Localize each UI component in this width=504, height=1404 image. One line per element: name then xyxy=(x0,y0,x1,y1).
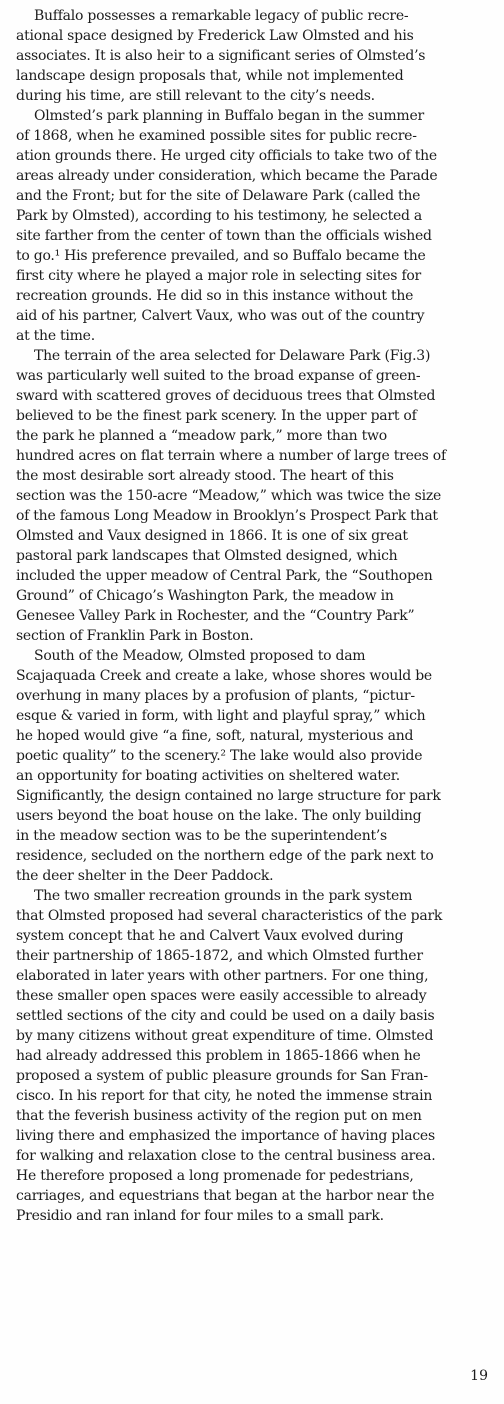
text-line: cisco. In his report for that city, he noted the immense strain xyxy=(16,1088,433,1104)
text-line: sward with scattered groves of deciduous trees that Olmsted xyxy=(16,388,436,404)
text-line: overhung in many places by a profusion of plants, “pictur- xyxy=(16,688,415,704)
text-line: living there and emphasized the importance of having places xyxy=(16,1128,435,1144)
text-line: section was the 150-acre “Meadow,” which was twice the size xyxy=(16,488,441,504)
text-line: the most desirable sort already stood. The heart of this xyxy=(16,468,394,484)
text-line: he hoped would give “a fine, soft, natural, mysterious and xyxy=(16,728,414,744)
text-line: Olmsted and Vaux designed in 1866. It is one of six great xyxy=(16,528,408,544)
body-text xyxy=(16,6,490,1226)
text-line: site farther from the center of town than the officials wished xyxy=(16,228,432,244)
text-line: hundred acres on flat terrain where a number of large trees of xyxy=(16,448,446,464)
text-line: Olmsted’s park planning in Buffalo began in the summer xyxy=(34,108,424,124)
text-line: was particularly well suited to the broad expanse of green- xyxy=(16,368,421,384)
text-line: to go.¹ His preference prevailed, and so Buffalo became the xyxy=(16,248,426,264)
text-line: an opportunity for boating activities on sheltered water. xyxy=(16,768,400,784)
text-line: these smaller open spaces were easily accessible to already xyxy=(16,988,427,1004)
text-line: section of Franklin Park in Boston. xyxy=(16,628,254,644)
text-line: Buffalo possesses a remarkable legacy of public recre- xyxy=(34,8,409,24)
text-line: in the meadow section was to be the superintendent’s xyxy=(16,828,387,844)
paragraph xyxy=(16,106,490,346)
text-line: Ground” of Chicago’s Washington Park, the meadow in xyxy=(16,588,394,604)
text-line: during his time, are still relevant to the city’s needs. xyxy=(16,88,375,104)
text-line: the deer shelter in the Deer Paddock. xyxy=(16,868,274,884)
text-line: recreation grounds. He did so in this instance without the xyxy=(16,288,414,304)
text-line: areas already under consideration, which became the Parade xyxy=(16,168,438,184)
text-line: users beyond the boat house on the lake. The only building xyxy=(16,808,422,824)
text-line: associates. It is also heir to a significant series of Olmsted’s xyxy=(16,48,426,64)
text-line: first city where he played a major role in selecting sites for xyxy=(16,268,421,284)
text-line: of the famous Long Meadow in Brooklyn’s Prospect Park that xyxy=(16,508,438,524)
paragraph xyxy=(16,886,490,1226)
text-line: system concept that he and Calvert Vaux evolved during xyxy=(16,928,404,944)
text-line: aid of his partner, Calvert Vaux, who was out of the country xyxy=(16,308,425,324)
text-line: landscape design proposals that, while not implemented xyxy=(16,68,404,84)
text-line: The terrain of the area selected for Delaware Park (Fig.3) xyxy=(34,348,431,364)
text-line: South of the Meadow, Olmsted proposed to dam xyxy=(34,648,366,664)
text-line: Genesee Valley Park in Rochester, and the “Country Park” xyxy=(16,608,415,624)
text-line: that the feverish business activity of the region put on men xyxy=(16,1108,422,1124)
text-line: and the Front; but for the site of Delaware Park (called the xyxy=(16,188,421,204)
text-line: their partnership of 1865-1872, and which Olmsted further xyxy=(16,948,423,964)
text-line: settled sections of the city and could be used on a daily basis xyxy=(16,1008,435,1024)
page-number: 19 xyxy=(470,1368,488,1384)
text-line: He therefore proposed a long promenade for pedestrians, xyxy=(16,1168,414,1184)
text-line: for walking and relaxation close to the central business area. xyxy=(16,1148,436,1164)
text-line: at the time. xyxy=(16,328,95,344)
text-line: ational space designed by Frederick Law Olmsted and his xyxy=(16,28,414,44)
text-line: residence, secluded on the northern edge of the park next to xyxy=(16,848,434,864)
text-line: Presidio and ran inland for four miles to a small park. xyxy=(16,1208,384,1224)
paragraph xyxy=(16,346,490,646)
text-line: believed to be the finest park scenery. In the upper part of xyxy=(16,408,417,424)
text-line: included the upper meadow of Central Park, the “Southopen xyxy=(16,568,433,584)
text-line: Scajaquada Creek and create a lake, whose shores would be xyxy=(16,668,432,684)
text-line: pastoral park landscapes that Olmsted designed, which xyxy=(16,548,398,564)
text-line: Significantly, the design contained no large structure for park xyxy=(16,788,441,804)
text-line: the park he planned a “meadow park,” more than two xyxy=(16,428,387,444)
paragraph xyxy=(16,646,490,886)
text-line: of 1868, when he examined possible sites for public recre- xyxy=(16,128,417,144)
text-line: proposed a system of public pleasure grounds for San Fran- xyxy=(16,1068,428,1084)
text-line: had already addressed this problem in 1865-1866 when he xyxy=(16,1048,421,1064)
text-line: by many citizens without great expenditure of time. Olmsted xyxy=(16,1028,434,1044)
paragraph xyxy=(16,6,490,106)
text-line: The two smaller recreation grounds in the park system xyxy=(34,888,413,904)
text-line: poetic quality” to the scenery.² The lake would also provide xyxy=(16,748,423,764)
text-line: carriages, and equestrians that began at the harbor near the xyxy=(16,1188,435,1204)
text-line: esque & varied in form, with light and playful spray,” which xyxy=(16,708,426,724)
text-line: Park by Olmsted), according to his testimony, he selected a xyxy=(16,208,423,224)
text-line: that Olmsted proposed had several characteristics of the park xyxy=(16,908,443,924)
text-line: elaborated in later years with other partners. For one thing, xyxy=(16,968,429,984)
text-line: ation grounds there. He urged city officials to take two of the xyxy=(16,148,437,164)
